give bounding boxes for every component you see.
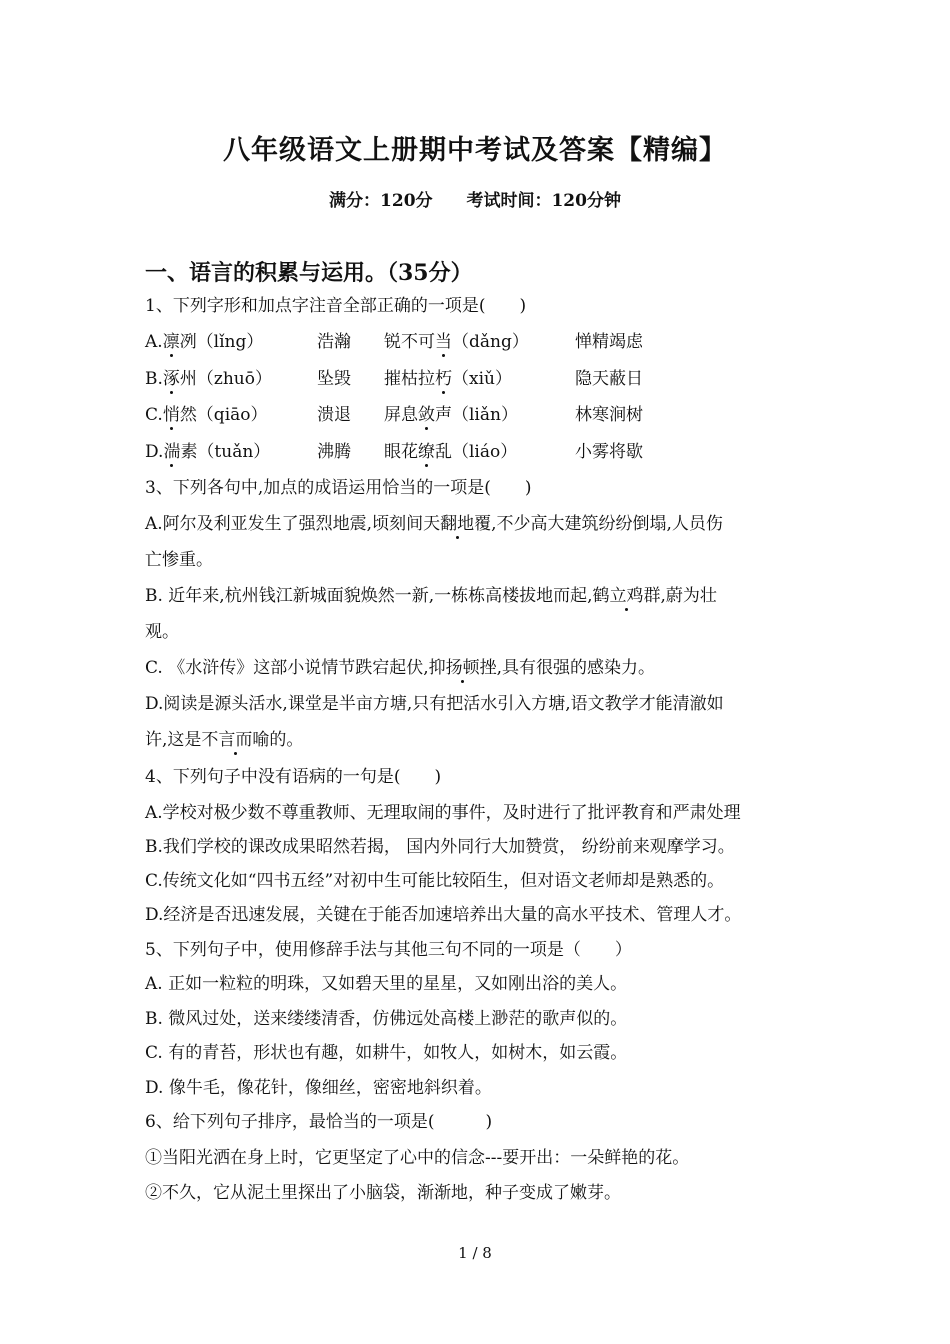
question-3-stem: 3、下列各句中,加点的成语运用恰当的一项是( ) <box>145 478 532 498</box>
exam-time: 考试时间：120分钟 <box>466 191 621 211</box>
q1-option-b: B.涿州（zhuō） 坠毁 摧枯拉朽（xiǔ） 隐天蔽日 <box>145 369 643 389</box>
exam-meta <box>0 186 950 211</box>
q3-option-d: D.阅读是源头活水,课堂是半亩方塘,只有把活水引入方塘,语文教学才能清澈如 <box>145 694 724 714</box>
page-number: 1 / 8 <box>458 1244 492 1262</box>
q5-option-c: C. 有的青苔，形状也有趣，如耕牛，如牧人，如树木，如云霞。 <box>145 1043 628 1063</box>
dotted-phrase: 抑扬顿挫 <box>428 658 497 678</box>
question-5-stem: 5、下列句子中，使用修辞手法与其他三句不同的一项是（ ） <box>145 940 632 960</box>
q6-sentence-1: ①当阳光洒在身上时，它更坚定了心中的信念---要开出：一朵鲜艳的花。 <box>145 1148 690 1168</box>
q5-option-b: B. 微风过处，送来缕缕清香，仿佛远处高楼上渺茫的歌声似的。 <box>145 1009 628 1029</box>
q4-option-a: A.学校对极少数不尊重教师、无理取闹的事件，及时进行了批评教育和严肃处理 <box>145 803 741 823</box>
q1-option-a: A.凛冽（lǐng） 浩瀚 锐不可当（dǎng） 惮精竭虑 <box>145 332 643 352</box>
dotted-phrase: 不言而喻 <box>201 730 270 750</box>
dotted-char: 缭 <box>418 442 435 462</box>
dotted-phrase: 鹤立鸡群 <box>592 586 661 606</box>
dotted-char: 敛 <box>418 405 435 425</box>
q3-option-a-cont: 亡惨重。 <box>145 550 213 570</box>
q4-option-b: B.我们学校的课改成果昭然若揭， 国内外同行大加赞赏， 纷纷前来观摩学习。 <box>145 837 735 857</box>
dotted-char: 湍 <box>163 442 181 462</box>
q5-option-a: A. 正如一粒粒的明珠，又如碧天里的星星，又如刚出浴的美人。 <box>145 974 628 994</box>
q1-option-c: C.悄然（qiāo） 溃退 屏息敛声（liǎn） 林寒涧树 <box>145 405 643 425</box>
q4-option-c: C.传统文化如“四书五经”对初中生可能比较陌生，但对语文老师却是熟悉的。 <box>145 871 725 891</box>
q3-option-b: B. 近年来,杭州钱江新城面貌焕然一新,一栋栋高楼拔地而起,鹤立鸡群,蔚为壮 <box>145 586 717 606</box>
dotted-char: 凛 <box>162 332 180 352</box>
question-6-stem: 6、给下列句子排序，最恰当的一项是( ) <box>145 1112 493 1132</box>
q3-option-b-cont: 观。 <box>145 622 179 642</box>
q4-option-d: D.经济是否迅速发展，关键在于能否加速培养出大量的高水平技术、管理人才。 <box>145 905 742 925</box>
q3-option-d-cont: 许,这是不言而喻的。 <box>145 730 304 750</box>
q3-option-c: C. 《水浒传》这部小说情节跌宕起伏,抑扬顿挫,具有很强的感染力。 <box>145 658 656 678</box>
dotted-phrase: 天翻地覆 <box>423 514 492 534</box>
dotted-char: 朽 <box>435 369 452 389</box>
question-4-stem: 4、下列句子中没有语病的一句是( ) <box>145 767 442 787</box>
q6-sentence-2: ②不久，它从泥土里探出了小脑袋，渐渐地，种子变成了嫩芽。 <box>145 1183 621 1203</box>
document-title: 八年级语文上册期中考试及答案【精编】 <box>223 135 727 166</box>
q5-option-d: D. 像牛毛，像花针，像细丝，密密地斜织着。 <box>145 1078 492 1098</box>
dotted-char: 涿 <box>162 369 180 389</box>
q1-option-d: D.湍素（tuǎn） 沸腾 眼花缭乱（liáo） 小雾将歇 <box>145 442 643 462</box>
dotted-char: 悄 <box>162 405 180 425</box>
dotted-char: 当 <box>435 332 452 352</box>
q3-option-a: A.阿尔及利亚发生了强烈地震,顷刻间天翻地覆,不少高大建筑纷纷倒塌,人员伤 <box>145 514 723 534</box>
question-1-stem: 1、下列字形和加点字注音全部正确的一项是( ) <box>145 296 527 316</box>
full-score: 满分：120分 <box>329 191 433 211</box>
section-heading: 一、语言的积累与运用。（35分） <box>145 260 473 286</box>
